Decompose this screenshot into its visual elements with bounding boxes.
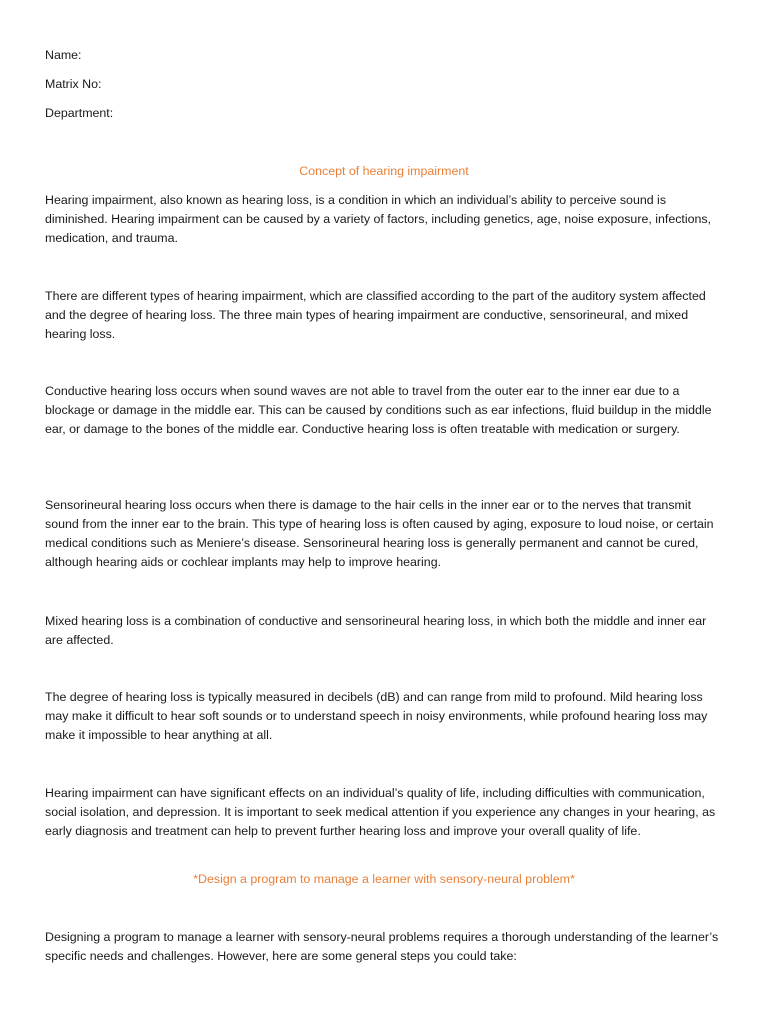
paragraph-program-intro: Designing a program to manage a learner with sensory-neural problems requires a thorough understanding of the learner’s specific needs and challenges. However, here are some general steps you could take: xyxy=(45,930,719,963)
document-title: Concept of hearing impairment xyxy=(299,164,469,178)
paragraph-mixed: Mixed hearing loss is a combination of conductive and sensorineural hearing loss, in which both the middle and inner ear are affected. xyxy=(45,614,707,647)
paragraph-types: There are different types of hearing impairment, which are classified according to the part of the auditory system affected and the degree of hearing loss. The three main types of hearing impairment are conductive, sensorineural, and mixed hearing loss. xyxy=(45,289,706,341)
paragraph-effects: Hearing impairment can have significant effects on an individual’s quality of life, including difficulties with communication, social isolation, and depression. It is important to seek medical attention if you experience any changes in your hearing, as early diagnosis and treatment can help to prevent further hearing loss and improve your overall quality of life. xyxy=(45,786,716,838)
paragraph-definition: Hearing impairment, also known as hearing loss, is a condition in which an individual’s ability to perceive sound is diminished. Hearing impairment can be caused by a variety of factors, including genetics, age, noise exposure, infections, medication, and trauma. xyxy=(45,193,712,245)
department-label: Department: xyxy=(45,106,114,120)
paragraph-sensorineural: Sensorineural hearing loss occurs when there is damage to the hair cells in the inner ear or to the nerves that transmit sound from the inner ear to the brain. This type of hearing loss is often caused by aging, exposure to loud noise, or certain medical conditions such as Meniere’s disease. Sensorineural hearing loss is generally permanent and cannot be cured, although hearing aids or cochlear implants may help to improve hearing. xyxy=(45,498,714,569)
paragraph-degree: The degree of hearing loss is typically measured in decibels (dB) and can range from mild to profound. Mild hearing loss may make it difficult to hear soft sounds or to understand speech in noisy environments, while profound hearing loss may make it impossible to hear anything at all. xyxy=(45,690,708,742)
paragraph-conductive: Conductive hearing loss occurs when sound waves are not able to travel from the outer ear to the inner ear due to a blockage or damage in the middle ear. This can be caused by conditions such as ear infections, fluid buildup in the middle ear, or damage to the bones of the middle ear. Conductive hearing loss is often treatable with medication or surgery. xyxy=(45,384,712,436)
name-label: Name: xyxy=(45,48,82,62)
matrix-number-label: Matrix No: xyxy=(45,77,102,91)
section-subheading: *Design a program to manage a learner with sensory-neural problem* xyxy=(193,872,575,886)
